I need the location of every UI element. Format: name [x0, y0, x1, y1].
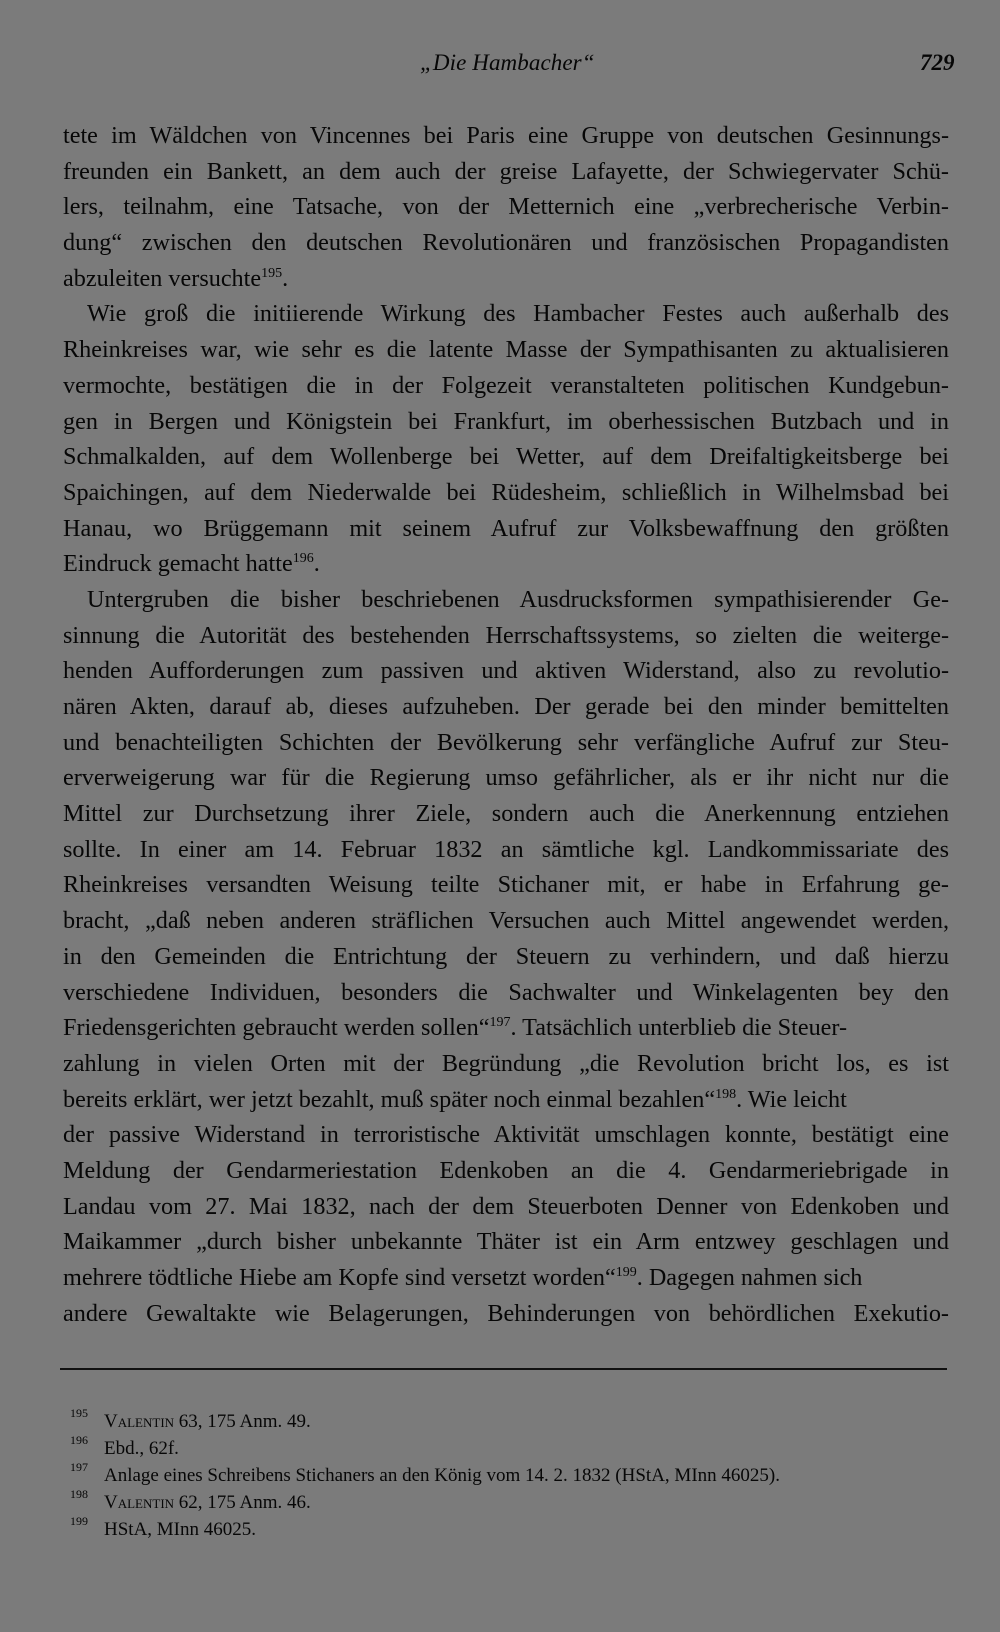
text-line: henden Aufforderungen zum passiven und aktiven Widerstand, also zu revolutio- — [63, 657, 949, 685]
text-line: in den Gemeinden die Entrichtung der Steuern zu verhindern, und daß hierzu — [63, 942, 949, 970]
footnote-number: 197 — [70, 1460, 88, 1474]
text-fragment: Friedensgerichten gebraucht werden sollen“ — [63, 1014, 490, 1042]
text-line: Eindruck gemacht hatte$^{196}$. — [63, 550, 320, 578]
text-line: Spaichingen, auf dem Niederwalde bei Rüdesheim, schließlich in Wilhelmsbad bei — [63, 478, 949, 506]
text-line: Untergruben die bisher beschriebenen Ausdrucksformen sympathisierender Ge- — [87, 585, 949, 613]
text-line: Meldung der Gendarmeriestation Edenkoben an die 4. Gendarmeriebrigade in — [63, 1156, 949, 1184]
footnote-citation: HStA, MInn 46025. — [104, 1519, 257, 1540]
text-line: bracht, „daß neben anderen sträflichen Versuchen auch Mittel angewendet werden, — [63, 907, 949, 935]
text-fragment: Eindruck gemacht hatte — [63, 550, 293, 578]
footnote-number: 198 — [70, 1487, 88, 1501]
text-line: sinnung die Autorität des bestehenden Herrschaftssystems, so zielten die weiterge- — [63, 621, 949, 649]
text-line: gen in Bergen und Königstein bei Frankfurt, im oberhessischen Butzbach und in — [63, 407, 949, 435]
text-line: tete im Wäldchen von Vincennes bei Paris eine Gruppe von deutschen Gesinnungs- — [63, 122, 949, 149]
footnote-text — [104, 1408, 311, 1435]
footnote-number: 199 — [70, 1514, 88, 1528]
text-line: und benachteiligten Schichten der Bevölkerung sehr verfängliche Aufruf zur Steu- — [63, 728, 949, 756]
footnote-citation: Ebd., 62f. — [104, 1438, 179, 1459]
footnote-text — [104, 1516, 256, 1543]
footnote — [70, 1462, 950, 1489]
footnote — [70, 1489, 950, 1516]
text-line: Rheinkreises war, wie sehr es die latente Masse der Sympathisanten zu aktualisieren — [63, 336, 949, 364]
text-line — [63, 1010, 949, 1046]
text-line: verschiedene Individuen, besonders die Sachwalter und Winkelagenten bey den — [63, 978, 949, 1006]
text-line: zahlung in vielen Orten mit der Begründung „die Revolution bricht los, es ist — [63, 1049, 949, 1077]
footnote-divider — [60, 1368, 947, 1370]
body-text — [63, 118, 949, 1331]
footnote-citation: 62, 175 Anm. 46. — [174, 1492, 311, 1513]
text-line: Mittel zur Durchsetzung ihrer Ziele, sondern auch die Anerkennung entziehen — [63, 800, 949, 828]
text-line — [63, 1260, 949, 1296]
footnote-text — [104, 1462, 780, 1489]
text-line: andere Gewaltakte wie Belagerungen, Behinderungen von behördlichen Exekutio- — [63, 1299, 949, 1327]
footnote-author: Valentin — [104, 1411, 175, 1432]
text-line: vermochte, bestätigen die in der Folgezeit veranstalteten politischen Kundgebun- — [63, 371, 949, 399]
text-line: sollte. In einer am 14. Februar 1832 an sämtliche kgl. Landkommissariate des — [63, 835, 949, 863]
footnote-author: Valentin — [104, 1492, 175, 1513]
text-line: Rheinkreises versandten Weisung teilte Stichaner mit, er habe in Erfahrung ge- — [63, 871, 949, 899]
text-line: erverweigerung war für die Regierung umso gefährlicher, als er ihr nicht nur die — [63, 764, 949, 792]
text-line: abzuleiten versuchte$^{195}$. — [63, 264, 289, 292]
text-fragment: . Dagegen nahmen sich — [636, 1264, 863, 1291]
footnote — [70, 1435, 950, 1462]
footnote-ref: 198 — [715, 1086, 737, 1102]
footnotes — [70, 1408, 950, 1543]
footnote-ref: 195 — [261, 265, 283, 281]
text-fragment: bereits erklärt, wer jetzt bezahlt, muß später noch einmal bezahlen“ — [63, 1085, 716, 1113]
footnote-ref: 199 — [615, 1264, 637, 1280]
text-line: dung“ zwischen den deutschen Revolutionären und französischen Propagandisten — [63, 229, 949, 257]
text-fragment: abzuleiten versuchte — [63, 264, 262, 292]
text-line: nären Akten, darauf ab, dieses aufzuheben. Der gerade bei den minder bemittelten — [63, 693, 949, 720]
footnote-number: 195 — [70, 1406, 88, 1420]
footnote-ref: 196 — [292, 551, 314, 567]
footnote-number: 196 — [70, 1433, 88, 1447]
text-line: lers, teilnahm, eine Tatsache, von der Metternich eine „verbrecherische Verbin- — [63, 193, 949, 221]
footnote — [70, 1516, 950, 1543]
text-fragment: . Wie leicht — [736, 1085, 847, 1113]
footnote-citation: 63, 175 Anm. 49. — [174, 1411, 311, 1432]
footnote-text — [104, 1489, 311, 1516]
text-line: Hanau, wo Brüggemann mit seinem Aufruf zur Volksbewaffnung den größten — [63, 514, 949, 542]
text-line — [63, 1082, 949, 1118]
text-line: Wie groß die initiierende Wirkung des Hambacher Festes auch außerhalb des — [87, 300, 949, 328]
text-line: der passive Widerstand in terroristische Aktivität umschlagen konnte, bestätigt eine — [63, 1121, 949, 1149]
footnote-ref: 197 — [489, 1015, 511, 1031]
page-number: 729 — [920, 50, 955, 75]
text-fragment: mehrere tödtliche Hiebe am Kopfe sind versetzt worden“ — [63, 1264, 616, 1291]
running-head — [0, 50, 1000, 90]
footnote-citation: Anlage eines Schreibens Stichaners an den König vom 14. 2. 1832 (HStA, MInn 46025). — [104, 1465, 780, 1486]
text-fragment: . Tatsächlich unterblieb die Steuer- — [510, 1014, 848, 1042]
text-line: Schmalkalden, auf dem Wollenberge bei Wetter, auf dem Dreifaltigkeitsberge bei — [63, 443, 949, 471]
footnote — [70, 1408, 950, 1435]
running-title: „Die Hambacher“ — [420, 50, 595, 75]
text-line: Landau vom 27. Mai 1832, nach der dem Steuerboten Denner von Edenkoben und — [63, 1192, 949, 1220]
footnote-text — [104, 1435, 179, 1462]
text-line: freunden ein Bankett, an dem auch der greise Lafayette, der Schwiegervater Schü- — [63, 157, 949, 185]
text-line: Maikammer „durch bisher unbekannte Thäter ist ein Arm entzwey geschlagen und — [63, 1228, 949, 1256]
